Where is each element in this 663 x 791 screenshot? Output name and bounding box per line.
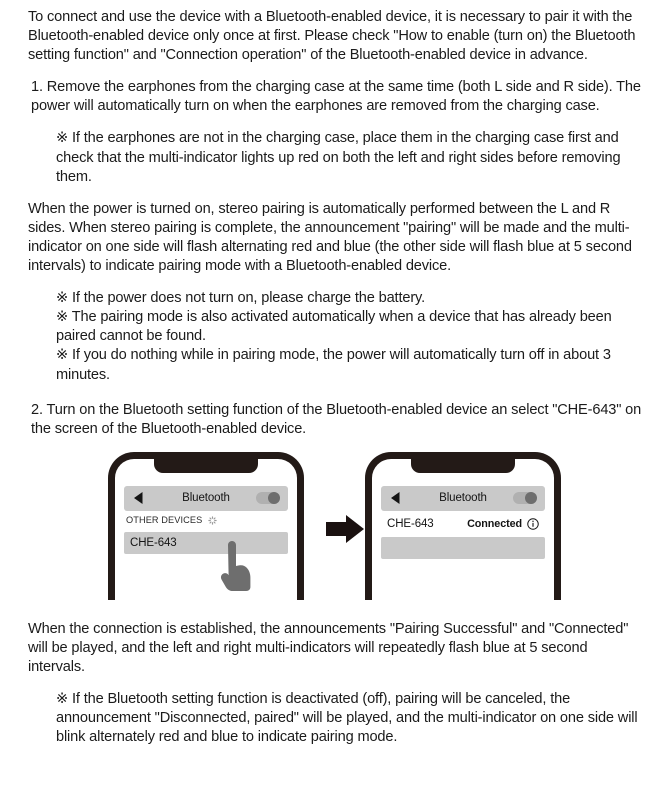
pairing-illustration: [28, 452, 645, 612]
intro-paragraph: To connect and use the device with a Bluetooth-enabled device, it is necessary to pair it with the Bluetooth-enabled device only once at first. Please check "How to enable (turn on) the Bluetooth setting function" and "Connection operation" of the Bluetooth-enabled device in advance.: [28, 9, 636, 64]
note-2-block: [28, 289, 645, 384]
toggle-knob: [268, 492, 280, 504]
navbar-title-before: Bluetooth: [182, 492, 230, 505]
back-chevron-icon[interactable]: [389, 491, 402, 505]
note-2-line-2: ※ The pairing mode is also activated automatically when a device that has already been paired cannot be found.: [56, 309, 612, 345]
empty-device-row: [381, 537, 545, 559]
navbar-title-after: Bluetooth: [439, 492, 487, 505]
toggle-knob: [525, 492, 537, 504]
other-devices-label: OTHER DEVICES: [126, 515, 203, 526]
phone-screen-after: [372, 486, 554, 559]
phone-notch-icon: [154, 459, 258, 473]
intro-block: [28, 8, 645, 65]
stereo-pairing-block: [28, 200, 645, 276]
device-name-label: CHE-643: [130, 536, 177, 549]
phone-notch-icon: [411, 459, 515, 473]
note-1-paragraph: ※ If the earphones are not in the charging case, place them in the charging case first and check that the multi-indicator lights up red on both the left and right sides before removing them.: [56, 130, 621, 185]
right-arrow-icon: [326, 513, 364, 545]
note-2-line-3: ※ If you do nothing while in pairing mode, the power will automatically turn off in about 3 minutes.: [56, 347, 611, 383]
device-row-che643-before[interactable]: [124, 532, 288, 554]
step-1-paragraph: 1. Remove the earphones from the charging case at the same time (both L side and R side). The power will automatically turn on when the earphones are removed from the charging case.: [31, 79, 641, 115]
status-badge-connected: Connected: [467, 517, 522, 530]
phone-mockup-after: [365, 452, 561, 600]
connection-established-paragraph: When the connection is established, the announcements "Pairing Successful" and "Connected" will be played, and the left and right multi-indicators will repeatedly flash blue at 5 second intervals.: [28, 620, 629, 675]
note-2-line-1: ※ If the power does not turn on, please charge the battery.: [56, 290, 425, 307]
bluetooth-toggle-after[interactable]: [513, 492, 537, 504]
info-circle-icon[interactable]: [527, 518, 539, 530]
device-status-group: [467, 518, 539, 530]
stereo-pairing-paragraph: When the power is turned on, stereo pairing is automatically performed between the L and R sides. When stereo pairing is complete, the announcement "pairing" will be made and the multi-indicator on one side will flash alternating red and blue (the other side will flash blue at 5 second intervals) to indicate pairing mode with a Bluetooth-enabled device.: [28, 200, 632, 275]
note-3-block: [28, 690, 645, 747]
connection-established-block: [28, 620, 645, 677]
other-devices-header: [124, 511, 288, 530]
bluetooth-navbar-after: [381, 486, 545, 511]
phone-mockup-before: [108, 452, 304, 600]
phone-screen-before: [115, 486, 297, 554]
bluetooth-toggle-before[interactable]: [256, 492, 280, 504]
loading-spinner-icon: [208, 516, 217, 525]
device-row-che643-after[interactable]: [381, 513, 545, 535]
step-1-block: [28, 78, 645, 116]
step-2-block: [28, 401, 645, 439]
note-2-group: [28, 289, 645, 384]
back-chevron-icon[interactable]: [132, 491, 145, 505]
step-2-paragraph: 2. Turn on the Bluetooth setting function of the Bluetooth-enabled device an select "CHE-643" on the screen of the Bluetooth-enabled device.: [31, 401, 642, 437]
note-1-block: [28, 129, 645, 186]
device-name-label: CHE-643: [387, 517, 434, 530]
pointing-hand-icon: [219, 539, 253, 591]
note-3-paragraph: ※ If the Bluetooth setting function is deactivated (off), pairing will be canceled, the announcement "Disconnected, paired" will be played, and the multi-indicator on one side will blink alternately red and blue to indicate pairing mode.: [56, 691, 638, 746]
bluetooth-navbar-before: [124, 486, 288, 511]
